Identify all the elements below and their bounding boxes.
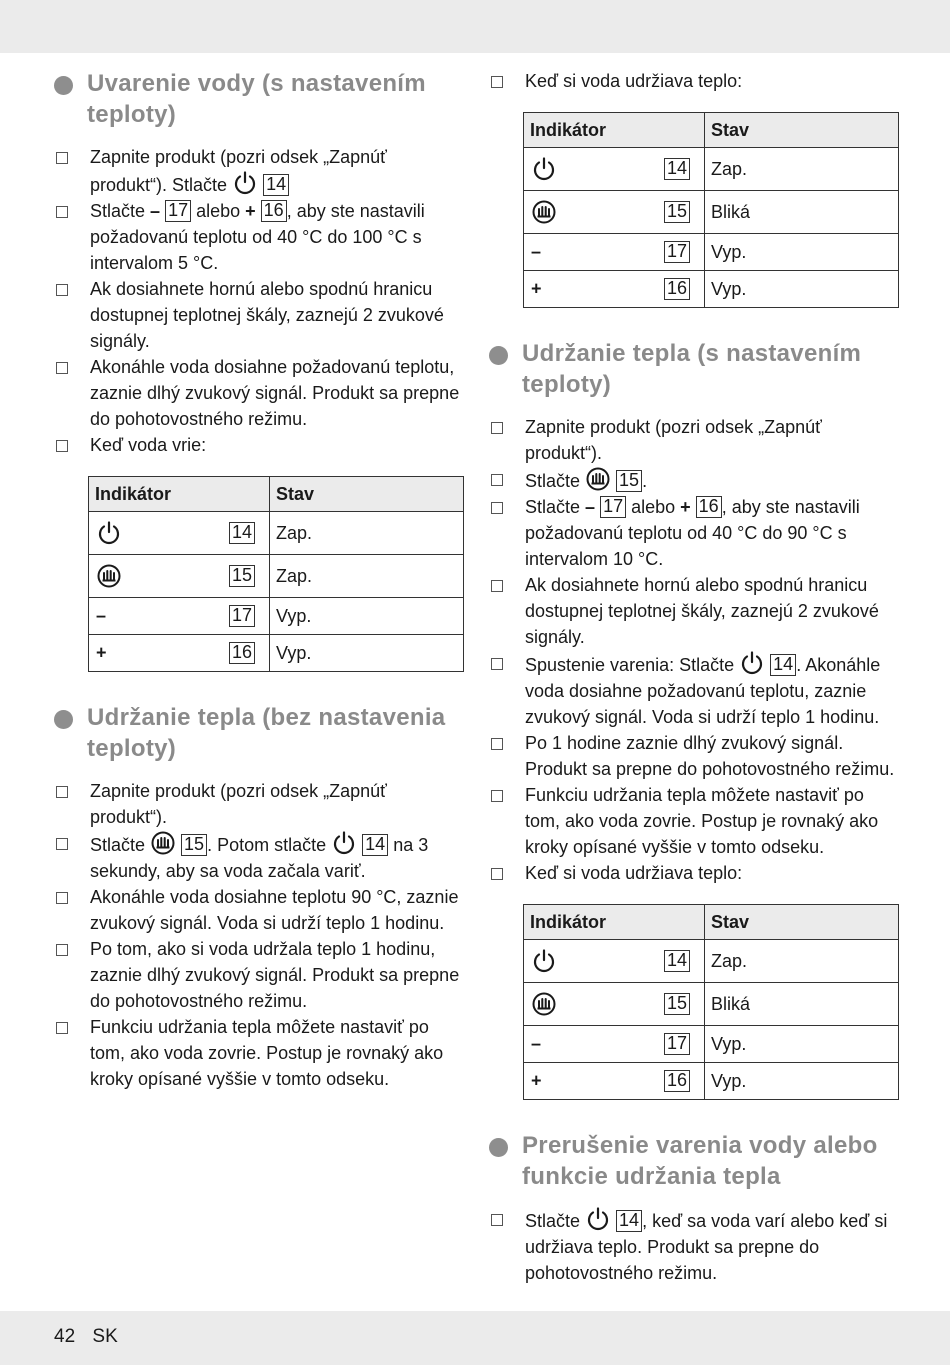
keep-warm-icon [585,466,611,492]
section-title: Prerušenie varenia vody alebo funkcie udržania tepla [522,1132,878,1190]
keep-warm-icon [531,199,557,225]
ref-number: 16 [664,278,690,300]
table-row: 14 Zap. [524,940,899,983]
step-list [489,1206,901,1286]
checkbox-bullet-icon [491,474,503,486]
checkbox-bullet-icon [491,76,503,88]
minus-symbol: – [585,497,596,517]
page-number: 42 [54,1326,76,1347]
ref-number: 14 [664,158,690,180]
power-icon [585,1206,611,1232]
checkbox-bullet-icon [491,1214,503,1226]
table-header: Indikátor [89,477,270,512]
table-row: – 17 Vyp. [524,1026,899,1063]
checkbox-bullet-icon [491,790,503,802]
table-row: + 16 Vyp. [524,1063,899,1100]
section-heading [54,702,464,764]
list-item: Akonáhle voda dosiahne teplotu 90 °C, zaznie zvukový signál. Voda si udrží teplo 1 hodinu. [54,884,464,936]
ref-number: 14 [229,522,255,544]
indicator-table [88,476,464,672]
right-column [489,68,901,1286]
list-item: Funkciu udržania tepla môžete nastaviť po tom, ako voda zovrie. Postup je rovnaký ako kroky opísané vyššie v tomto odseku. [54,1014,464,1092]
keep-warm-icon [96,563,122,589]
checkbox-bullet-icon [56,1022,68,1034]
ref-number: 17 [664,241,690,263]
list-item: Ak dosiahnete hornú alebo spodnú hranicu dostupnej teplotnej škály, zaznejú 2 zvukové signály. [489,572,901,650]
ref-number: 17 [600,496,626,518]
table-row: 15 Zap. [89,555,464,598]
section-bullet-icon [54,76,73,95]
page-footer [54,1326,130,1348]
section-title: Uvarenie vody (s nastavením teploty) [87,70,426,128]
table-row: 14 Zap. [89,512,464,555]
minus-symbol: – [531,241,542,262]
section-bullet-icon [489,346,508,365]
list-item: Stlačte 15 . [489,466,901,494]
language-code: SK [92,1326,118,1347]
checkbox-bullet-icon [491,738,503,750]
checkbox-bullet-icon [56,786,68,798]
checkbox-bullet-icon [56,284,68,296]
plus-symbol: + [96,642,107,663]
top-band [0,0,950,53]
checkbox-bullet-icon [491,502,503,514]
ref-number: 16 [229,642,255,664]
indicator-table [523,904,899,1100]
list-item: Zapnite produkt (pozri odsek „Zapnúť produkt“). Stlačte 14 [54,144,464,198]
list-item: Po tom, ako si voda udržala teplo 1 hodinu, zaznie dlhý zvukový signál. Produkt sa prepne do pohotovostného režimu. [54,936,464,1014]
minus-symbol: – [96,605,107,626]
list-item: Akonáhle voda dosiahne požadovanú teplotu, zaznie dlhý zvukový signál. Produkt sa prepne do pohotovostného režimu. [54,354,464,432]
table-header: Stav [270,477,464,512]
table-row: 15 Bliká [524,191,899,234]
ref-number: 14 [362,834,388,856]
list-item: Ak dosiahnete hornú alebo spodnú hranicu dostupnej teplotnej škály, zaznejú 2 zvukové signály. [54,276,464,354]
step-list [489,68,901,94]
power-icon [232,170,258,196]
list-item: Stlačte 15 . Potom stlačte 14 na 3 sekundy, aby sa voda začala variť. [54,830,464,884]
checkbox-bullet-icon [56,892,68,904]
table-header: Stav [705,905,899,940]
list-item: Stlačte – 17 alebo + 16 , aby ste nastavili požadovanú teplotu od 40 °C do 100 °C s intervalom 5 °C. [54,198,464,276]
power-icon [531,948,557,974]
power-icon [331,830,357,856]
indicator-table [523,112,899,308]
ref-number: 14 [616,1210,642,1232]
section-bullet-icon [489,1138,508,1157]
list-item: Stlačte – 17 alebo + 16 , aby ste nastavili požadovanú teplotu od 40 °C do 90 °C s intervalom 10 °C. [489,494,901,572]
ref-number: 16 [696,496,722,518]
checkbox-bullet-icon [491,422,503,434]
keep-warm-icon [150,830,176,856]
table-header: Stav [705,113,899,148]
ref-number: 15 [181,834,207,856]
list-item: Keď voda vrie: [54,432,464,458]
checkbox-bullet-icon [56,838,68,850]
table-row: + 16 Vyp. [89,635,464,672]
checkbox-bullet-icon [56,440,68,452]
step-list [489,414,901,886]
list-item: Keď si voda udržiava teplo: [489,860,901,886]
table-row: – 17 Vyp. [524,234,899,271]
ref-number: 16 [664,1070,690,1092]
left-column [54,68,464,1092]
table-row: – 17 Vyp. [89,598,464,635]
ref-number: 14 [770,654,796,676]
power-icon [739,650,765,676]
plus-symbol: + [531,278,542,299]
minus-symbol: – [150,201,161,221]
keep-warm-icon [531,991,557,1017]
ref-number: 15 [229,565,255,587]
list-item: Zapnite produkt (pozri odsek „Zapnúť produkt“). [489,414,901,466]
checkbox-bullet-icon [491,868,503,880]
ref-number: 15 [664,993,690,1015]
table-row: 15 Bliká [524,983,899,1026]
minus-symbol: – [531,1033,542,1054]
ref-number: 15 [616,470,642,492]
ref-number: 17 [165,200,191,222]
section-title: Udržanie tepla (s nastavením teploty) [522,340,862,398]
table-row: + 16 Vyp. [524,271,899,308]
list-item: Stlačte 14 , keď sa voda varí alebo keď si udržiava teplo. Produkt sa prepne do pohotovostného režimu. [489,1206,901,1286]
section-heading [489,338,901,400]
checkbox-bullet-icon [56,206,68,218]
footer-band [0,1311,950,1365]
section-heading [489,1130,901,1192]
list-item: Zapnite produkt (pozri odsek „Zapnúť produkt“). [54,778,464,830]
plus-symbol: + [680,497,691,517]
table-header: Indikátor [524,905,705,940]
step-list [54,144,464,458]
list-item: Spustenie varenia: Stlačte 14 . Akonáhle voda dosiahne požadovanú teplotu, zaznie zvukový signál. Voda si udrží teplo 1 hodinu. [489,650,901,730]
power-icon [531,156,557,182]
ref-number: 15 [664,201,690,223]
plus-symbol: + [531,1070,542,1091]
plus-symbol: + [245,201,256,221]
ref-number: 17 [664,1033,690,1055]
table-row: 14 Zap. [524,148,899,191]
power-icon [96,520,122,546]
checkbox-bullet-icon [56,152,68,164]
checkbox-bullet-icon [491,580,503,592]
list-item: Po 1 hodine zaznie dlhý zvukový signál. Produkt sa prepne do pohotovostného režimu. [489,730,901,782]
step-list [54,778,464,1092]
checkbox-bullet-icon [56,362,68,374]
section-bullet-icon [54,710,73,729]
table-header: Indikátor [524,113,705,148]
list-item: Keď si voda udržiava teplo: [489,68,901,94]
list-item: Funkciu udržania tepla môžete nastaviť po tom, ako voda zovrie. Postup je rovnaký ako kroky opísané vyššie v tomto odseku. [489,782,901,860]
ref-number: 17 [229,605,255,627]
checkbox-bullet-icon [56,944,68,956]
section-title: Udržanie tepla (bez nastavenia teploty) [87,704,446,762]
checkbox-bullet-icon [491,658,503,670]
ref-number: 14 [664,950,690,972]
ref-number: 14 [263,174,289,196]
section-heading [54,68,464,130]
ref-number: 16 [261,200,287,222]
